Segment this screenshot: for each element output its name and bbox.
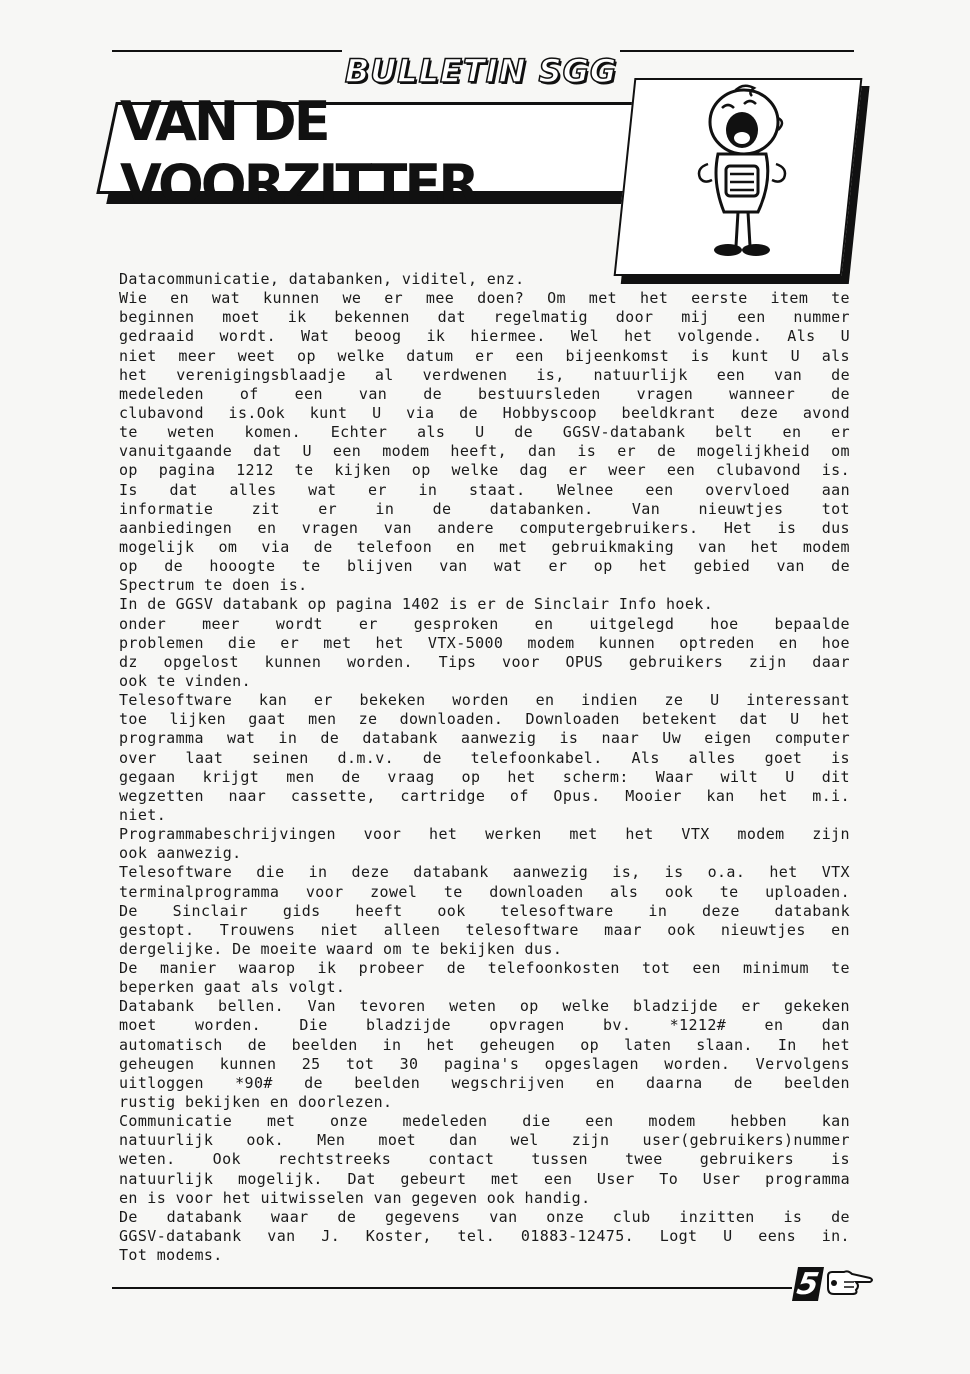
footer-rule xyxy=(112,1287,792,1289)
body-line: beginnen moet ik bekennen dat regelmatig door mij een nummer xyxy=(119,308,850,327)
body-line: en is voor het uitwisselen van gegeven ook handig. xyxy=(119,1188,591,1207)
header-rule-right xyxy=(620,50,854,52)
body-line: De Sinclair gids heeft ook telesoftware in deze databank xyxy=(119,901,850,920)
body-line: het verenigingsblaadje al verdwenen is, natuurlijk een van de xyxy=(119,365,850,384)
body-line: Programmabeschrijvingen voor het werken met het VTX modem zijn xyxy=(119,825,850,844)
body-line: gegaan krijgt men de vraag op het scherm: Waar wilt U dit xyxy=(119,767,850,786)
body-line: Datacommunicatie, databanken, viditel, enz. xyxy=(119,270,525,288)
body-line: ook te vinden. xyxy=(119,671,252,690)
header-rule-left xyxy=(112,50,342,52)
body-line: problemen die er met het VTX-5000 modem kunnen optreden en hoe xyxy=(119,633,850,652)
body-line: Telesoftware die in deze databank aanwezig is, is o.a. het VTX xyxy=(119,863,850,882)
body-line: Tot modems. xyxy=(119,1246,223,1265)
body-line: dz opgelost kunnen worden. Tips voor OPUS gebruikers zijn daar xyxy=(119,652,850,671)
body-line: rustig bekijken en doorlezen. xyxy=(119,1093,393,1112)
body-line: uitloggen *90# de beelden wegschrijven en daarna de beelden xyxy=(119,1073,850,1092)
bulletin-masthead: BULLETIN SGG xyxy=(344,52,618,90)
body-line: weten. Ook rechtstreeks contact tussen twee gebruikers is xyxy=(119,1150,850,1169)
body-line: Databank bellen. Van tevoren weten op welke bladzijde er gekeken xyxy=(119,997,850,1016)
body-line: aanbiedingen en vragen van andere computergebruikers. Het is dus xyxy=(119,518,850,537)
body-line: gedraaid wordt. Wat beoog ik hiermee. Wel het volgende. Als U xyxy=(119,327,850,346)
pointing-hand-icon xyxy=(826,1268,876,1298)
body-line: Wie en wat kunnen we er mee doen? Om met het eerste item te xyxy=(119,289,850,308)
body-line: dergelijke. De moeite waard om te bekijken dus. xyxy=(119,939,563,958)
page-number: 5 xyxy=(792,1267,824,1301)
body-line: geheugen kunnen 25 tot 30 pagina's opgeslagen worden. Vervolgens xyxy=(119,1054,850,1073)
body-line: niet. xyxy=(119,805,167,824)
body-line: De databank waar de gegevens van onze club inzitten is de xyxy=(119,1207,850,1226)
body-line: automatisch de beelden in het geheugen op laten slaan. In het xyxy=(119,1035,850,1054)
body-line: Is dat alles wat er in staat. Welnee een overvloed aan xyxy=(119,480,850,499)
body-line: Spectrum te doen is. xyxy=(119,576,308,595)
body-line: vanuitgaande dat U een modem heeft, dan is er de mogelijkheid om xyxy=(119,442,850,461)
article-body xyxy=(119,270,850,1265)
page-title: VAN DE VOORZITTER xyxy=(120,90,477,216)
body-line: over laat seinen d.m.v. de telefoonkabel. Als alles goet is xyxy=(119,748,850,767)
body-line: te weten komen. Echter als U de GGSV-databank belt en er xyxy=(119,423,850,442)
body-line: GGSV-databank van J. Koster, tel. 01883-12475. Logt U eens in. xyxy=(119,1227,850,1246)
body-line: ook aanwezig. xyxy=(119,844,242,863)
body-line: wegzetten naar cassette, cartridge of Opus. Mooier kan het m.i. xyxy=(119,786,850,805)
body-line: natuurlijk mogelijk. Dat gebeurt met een User To User programma xyxy=(119,1169,850,1188)
body-line: beperken gaat als volgt. xyxy=(119,978,346,997)
shouting-cartoon-character-icon xyxy=(682,82,800,264)
body-line: onder meer wordt er gesproken en uitgelegd hoe bepaalde xyxy=(119,614,850,633)
body-line: informatie zit er in de databanken. Van nieuwtjes tot xyxy=(119,499,850,518)
body-line: toe lijken gaat men ze downloaden. Downloaden betekent dat U het xyxy=(119,710,850,729)
body-line: op pagina 1212 te kijken op welke dag er weer een clubavond is. xyxy=(119,461,850,480)
body-line: natuurlijk ook. Men moet dan wel zijn user(gebruikers)nummer xyxy=(119,1131,850,1150)
body-line: mogelijk om via de telefoon en met gebruikmaking van het modem xyxy=(119,537,850,556)
body-line: De manier waarop ik probeer de telefoonkosten tot een minimum te xyxy=(119,959,850,978)
body-line: gestopt. Trouwens niet alleen telesoftware maar ook nieuwtjes en xyxy=(119,920,850,939)
body-line: In de GGSV databank op pagina 1402 is er de Sinclair Info hoek. xyxy=(119,595,714,614)
body-line: moet worden. Die bladzijde opvragen bv. *1212# en dan xyxy=(119,1016,850,1035)
body-line: clubavond is.Ook kunt U via de Hobbyscoop beeldkrant deze avond xyxy=(119,403,850,422)
body-line: medeleden of een van de bestuursleden vragen wanneer de xyxy=(119,384,850,403)
body-line: niet meer weet op welke datum er een bijeenkomst is kunt U als xyxy=(119,346,850,365)
body-line: Communicatie met onze medeleden die een modem hebben kan xyxy=(119,1112,850,1131)
body-line: op de hooogte te blijven van wat er op het gebied van de xyxy=(119,557,850,576)
body-line: terminalprogramma voor zowel te downloaden als ook te uploaden. xyxy=(119,882,850,901)
body-line: programma wat in de databank aanwezig is naar Uw eigen computer xyxy=(119,729,850,748)
body-line: Telesoftware kan er bekeken worden en indien ze U interessant xyxy=(119,691,850,710)
